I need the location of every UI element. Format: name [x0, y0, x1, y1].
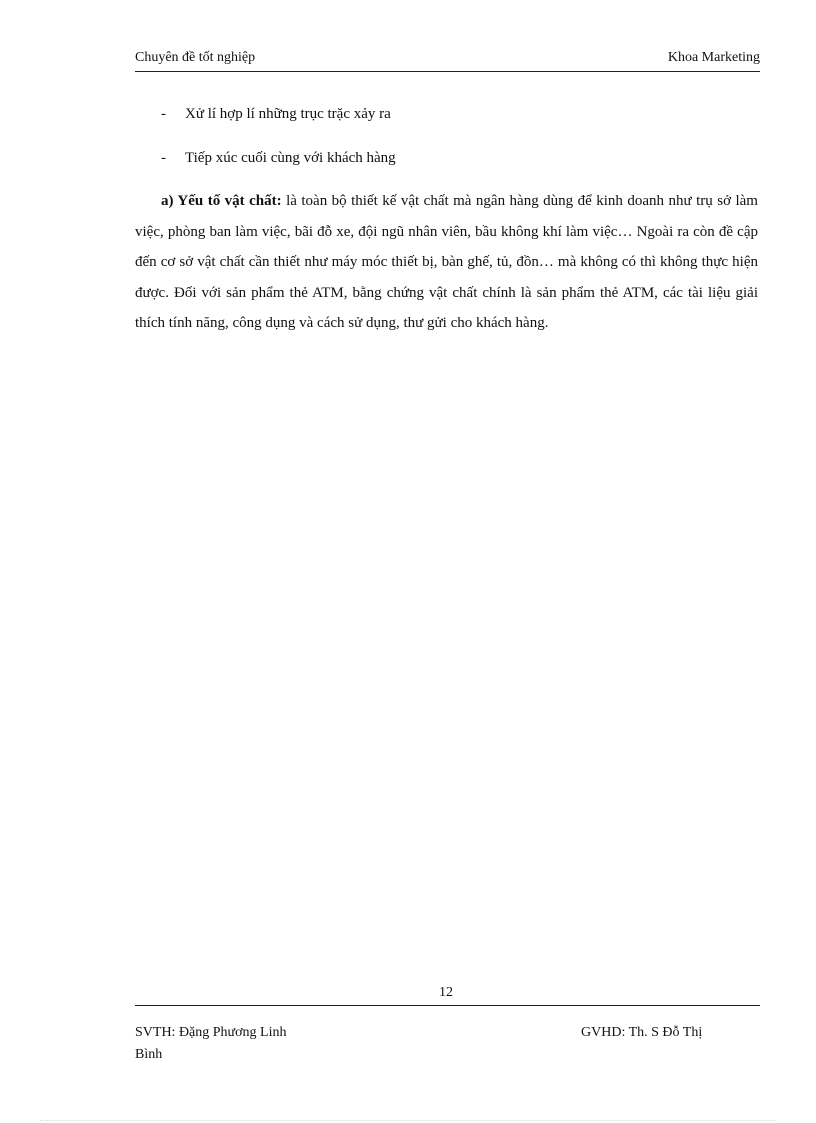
footer-divider — [135, 1005, 760, 1006]
bullet-dash: - — [161, 105, 166, 122]
header-title-left: Chuyên đề tốt nghiệp — [135, 50, 256, 65]
page-edge-dotted-line — [40, 1120, 776, 1121]
bullet-item — [135, 92, 758, 136]
footer-supervisor: GVHD: Th. S Đỗ Thị — [581, 1025, 703, 1040]
page-header — [135, 50, 760, 66]
bullet-text: Tiếp xúc cuối cùng với khách hàng — [185, 149, 396, 166]
bullet-dash: - — [161, 149, 166, 166]
document-body — [135, 92, 758, 354]
body-paragraph — [135, 186, 758, 339]
paragraph-text: là toàn bộ thiết kế vật chất mà ngân hàng dùng để kinh doanh như trụ sở làm việc, phòng ban làm việc, bãi đỗ xe, đội ngũ nhân viên, bầu không khí làm việc… Ngoài ra còn đề cập đến cơ sở vật chất cần thiết như máy móc thiết bị, bàn ghế, tủ, đồn… mà không có thì không thực hiện được. Đối với sản phẩm thẻ ATM, bằng chứng vật chất chính là sản phẩm thẻ ATM, các tài liệu giải thích tính năng, công dụng và cách sử dụng, thư gửi cho khách hàng. — [135, 193, 758, 331]
bullet-text: Xử lí hợp lí những trục trặc xảy ra — [185, 105, 391, 122]
bullet-item — [135, 136, 758, 180]
header-divider — [135, 71, 760, 72]
footer-student: SVTH: Đặng Phương Linh — [135, 1025, 287, 1040]
paragraph-heading: a) Yếu tố vật chất: — [161, 193, 282, 209]
footer-student-continued: Bình — [135, 1047, 163, 1062]
page-number: 12 — [439, 985, 453, 1000]
page-footer — [135, 1022, 760, 1066]
header-title-right: Khoa Marketing — [667, 50, 760, 65]
